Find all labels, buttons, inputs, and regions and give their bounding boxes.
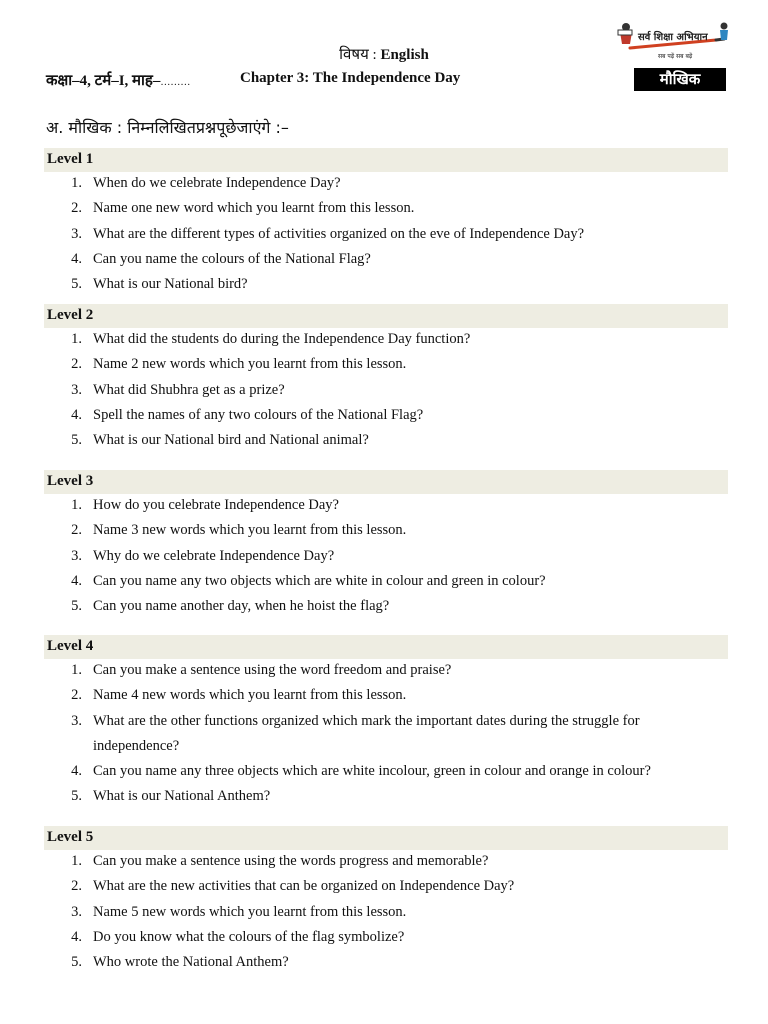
level-header (44, 635, 728, 659)
question-item (0, 172, 768, 197)
question-number: 2. (71, 687, 82, 704)
question-item (0, 785, 768, 810)
question-text: What is our National bird and National animal? (93, 432, 369, 449)
question-list (0, 328, 768, 454)
question-item (0, 545, 768, 570)
question-number: 5. (71, 276, 82, 293)
question-item (0, 519, 768, 544)
question-number: 4. (71, 572, 82, 589)
question-item (0, 710, 768, 761)
level-header (44, 148, 728, 172)
question-item (0, 570, 768, 595)
question-text: Name 4 new words which you learnt from this lesson. (93, 687, 407, 704)
question-text: What is our National bird? (93, 276, 248, 293)
question-text: Can you name any three objects which are white incolour, green in colour and orange in colour? (93, 763, 651, 780)
subject-value: English (380, 47, 429, 63)
question-number: 3. (71, 547, 82, 564)
question-text: Can you name any two objects which are white in colour and green in colour? (93, 572, 546, 589)
level-title: Level 5 (47, 829, 94, 845)
question-text: Who wrote the National Anthem? (93, 954, 289, 971)
question-number: 5. (71, 954, 82, 971)
question-text: Can you make a sentence using the word freedom and praise? (93, 662, 452, 678)
level-title: Level 4 (47, 638, 94, 654)
question-number: 4. (71, 928, 82, 945)
section-heading: अ. मौखिक : निम्नलिखितप्रश्नपूछेजाएंगे :– (46, 118, 289, 137)
question-list (0, 850, 768, 976)
question-item (0, 379, 768, 404)
question-item (0, 875, 768, 900)
question-number: 1. (71, 853, 82, 869)
question-text: What did Shubhra get as a prize? (93, 381, 285, 398)
class-dots: ……… (160, 77, 191, 88)
question-item (0, 951, 768, 976)
question-item (0, 926, 768, 951)
question-item (0, 684, 768, 709)
chapter-title: Chapter 3: The Independence Day (240, 70, 461, 86)
question-item (0, 248, 768, 273)
question-number: 1. (71, 662, 82, 678)
question-item (0, 404, 768, 429)
question-number: 2. (71, 878, 82, 895)
level-title: Level 3 (47, 473, 94, 489)
question-text: What are the other functions organized which mark the important dates during the struggle for independence? (93, 712, 640, 754)
question-number: 4. (71, 406, 82, 423)
question-item (0, 223, 768, 248)
question-number: 4. (71, 763, 82, 780)
question-item (0, 429, 768, 454)
question-item (0, 494, 768, 519)
question-item (0, 197, 768, 222)
question-text: Spell the names of any two colours of the National Flag? (93, 406, 424, 423)
question-number: 5. (71, 432, 82, 449)
question-number: 2. (71, 522, 82, 539)
sarva-shiksha-abhiyan-logo (616, 18, 732, 64)
level-title: Level 1 (47, 151, 94, 167)
question-number: 3. (71, 381, 82, 398)
maukhik-badge: मौखिक (634, 68, 726, 91)
question-text: Can you make a sentence using the words progress and memorable? (93, 853, 489, 869)
logo-text: सर्व शिक्षा अभियान (638, 32, 708, 43)
question-number: 4. (71, 250, 82, 267)
question-text: Name 2 new words which you learnt from this lesson. (93, 356, 407, 373)
question-text: Can you name the colours of the National Flag? (93, 250, 371, 267)
subject-label: विषय : (339, 47, 381, 63)
question-number: 5. (71, 598, 82, 615)
question-text: Do you know what the colours of the flag symbolize? (93, 928, 405, 945)
question-number: 2. (71, 200, 82, 217)
question-number: 3. (71, 903, 82, 920)
question-text: What did the students do during the Independence Day function? (93, 331, 471, 347)
question-text: When do we celebrate Independence Day? (93, 175, 341, 191)
child-pencil-icon (720, 23, 728, 41)
question-item (0, 328, 768, 353)
question-number: 3. (71, 712, 82, 729)
question-item (0, 760, 768, 785)
level-header (44, 304, 728, 328)
question-number: 1. (71, 175, 82, 191)
question-text: What are the different types of activities organized on the eve of Independence Day? (93, 225, 585, 242)
question-text: Why do we celebrate Independence Day? (93, 547, 335, 564)
question-number: 1. (71, 497, 82, 513)
question-list (0, 659, 768, 811)
class-info: कक्षा–4, टर्म–I, माह– (46, 73, 161, 89)
class-term-month (46, 70, 190, 90)
question-text: Can you name another day, when he hoist the flag? (93, 598, 390, 615)
question-text: Name one new word which you learnt from this lesson. (93, 200, 415, 217)
question-number: 1. (71, 331, 82, 347)
question-item (0, 353, 768, 378)
question-number: 5. (71, 788, 82, 805)
question-text: What is our National Anthem? (93, 788, 271, 805)
question-item (0, 273, 768, 298)
child-reading-icon (618, 23, 632, 44)
question-text: What are the new activities that can be organized on Independence Day? (93, 878, 515, 895)
logo-tagline: सब पढ़ें सब बढ़ें (658, 53, 693, 60)
question-item (0, 901, 768, 926)
question-list (0, 172, 768, 298)
level-header (44, 470, 728, 494)
question-item (0, 595, 768, 620)
question-text: Name 5 new words which you learnt from this lesson. (93, 903, 407, 920)
level-title: Level 2 (47, 307, 94, 323)
question-item (0, 659, 768, 684)
question-text: Name 3 new words which you learnt from this lesson. (93, 522, 407, 539)
question-number: 2. (71, 356, 82, 373)
question-text: How do you celebrate Independence Day? (93, 497, 339, 513)
level-header (44, 826, 728, 850)
question-item (0, 850, 768, 875)
question-list (0, 494, 768, 620)
question-number: 3. (71, 225, 82, 242)
